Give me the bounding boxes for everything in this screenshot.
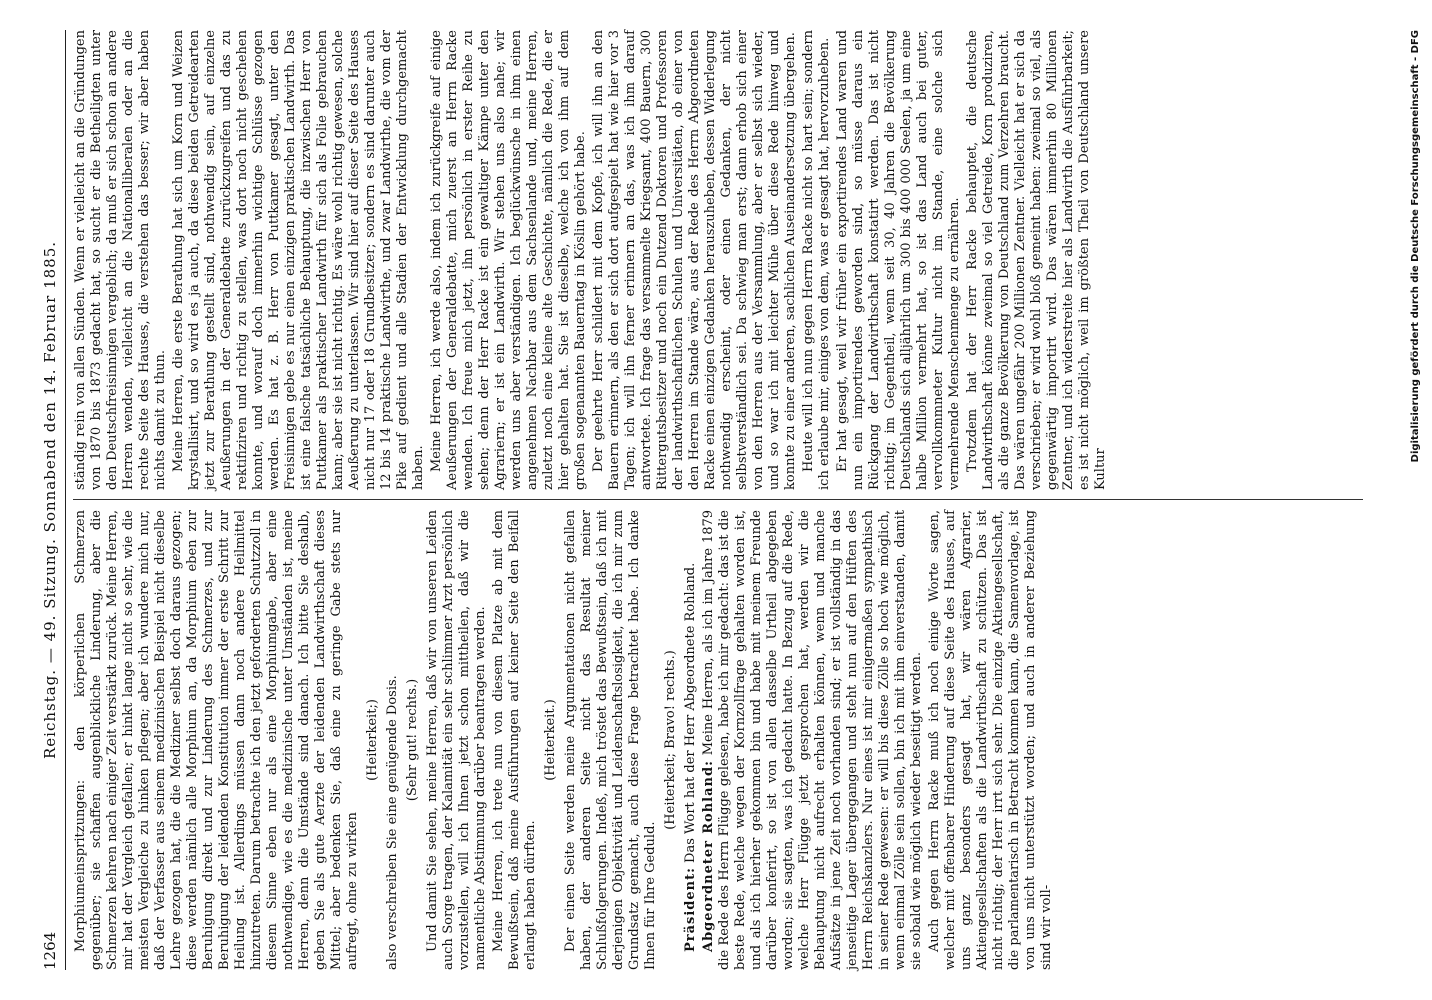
stage-direction: (Heiterkeit; Bravo! rechts.) xyxy=(663,650,678,830)
paragraph: Der einen Seite werden meine Argumentationen nicht gefallen haben, der anderen Seite nicht das Resultat meiner Schlußfolgerungen. Indeß, mich tröstet das Bewußtsein, daß ich mit derjenigen Objektivität und Leidenschaftslosigkeit, die ich mir zum Grundsatz gemacht, auch diese Frage betrachtet habe. Ich danke Ihnen für Ihre Geduld. xyxy=(563,510,658,970)
speaker-name: Präsident: xyxy=(683,867,698,952)
page-header xyxy=(41,30,67,970)
dfg-credit-text: Digitalisierung gefördert durch die Deutsche Forschungsgemeinschaft - DFG xyxy=(1410,30,1421,463)
paragraph: Trotzdem hat der Herr Racke behauptet, die deutsche Landwirthschaft könne zweimal so viel Getreide, Korn produziren, als die ganze Bevölkerung von Deutschland zum Verzehren braucht. Das wären ungefähr 200 Millionen Zentner. Vielleicht hat er sich da verschrieben; er wird wohl bloß gemeint haben: zweimal so viel, als gegenwärtig importirt wird. Das wären immerhin 80 Millionen Zentner, und ich widerstreite hier als Landwirth die Ausführbarkeit; es ist nicht möglich, weil im größten Theil von Deutschland unsere Kultur xyxy=(965,30,1108,490)
dfg-credit xyxy=(1410,10,1426,995)
paragraph: Und damit Sie sehen, meine Herren, daß wir von unseren Leiden auch Sorge tragen, der Kalamität ein sehr schlimmer Arzt persönlich vorzustellen, will ich Ihnen jetzt schon mittheilen, daß wir die namentliche Abstimmung darüber beantragen werden. xyxy=(425,510,488,970)
right-text-column xyxy=(73,30,1111,490)
left-text-column xyxy=(73,510,1057,970)
page-title: Reichstag. — 49. Sitzung. Sonnabend den 14. Februar 1885. xyxy=(41,240,59,760)
page-number: 1264 xyxy=(41,931,59,970)
paragraph: Meine Herren, die erste Berathung hat sich um Korn und Weizen krystallisirt, und so wird es ja auch, da diese beiden Getreidearten jetzt zur Berathung gestellt sind, nothwendig sein, auf einzelne Aeußerungen in der Generaldebatte zurückzugreifen und das zu rektifiziren und richtig zu stellen, was dort noch nicht geschehen konnte, und worauf doch immerhin wichtige Schlüsse gezogen werden. Es hat z. B. Herr von Puttkamer gesagt, unter den Freisinnigen gebe es nur einen einzigen praktischen Landwirth. Das ist eine falsche tatsächliche Behauptung, die inzwischen Herr von Puttkamer als praktischer Landwirth für sich als Folie gebrauchen kann; aber sie ist nicht richtig. Es wäre wohl richtig gewesen, solche Aeußerung zu unterlassen. Wir sind hier auf dieser Seite des Hauses nicht nur 17 oder 18 Grundbesitzer; sondern es sind darunter auch 12 bis 14 praktische Landwirthe, und zwar Landwirthe, die vom der Pike auf gedient und alle Stadien der Entwicklung durchgemacht haben. xyxy=(171,30,426,490)
paragraph: Der geehrte Herr schildert mit dem Kopfe, ich will ihn an den Bauern erinnern, als den er sich dort aufgespielt hat wie hier vor 3 Tagen; ich will ihn ferner erinnern an das, was ich ihm darauf antwortete. Ich frage das versammelte Kriegsamt, 400 Bauern, 300 Rittergutsbesitzer und noch ein Dutzend Doktoren und Professoren der landwirthschaftlichen Schulen und Universitäten, ob einer von den Herren im Stande wäre, aus der Rede des Herrn Abgeordneten Racke einen einzigen Gedanken herauszuheben, dessen Widerlegung nothwendig erscheint, oder einen Gedanken, der nicht selbstverständlich sei. Da schwieg man erst; dann erhob sich einer von den Herren aus der Versammlung, aber er selbst sich wieder, und so war ich mit leichter Mühe über diese Rede hinweg und konnte zu einer anderen, sachlichen Auseinandersetzung übergehen. xyxy=(591,30,798,490)
paragraph: ständig rein von allen Sünden. Wenn er vielleicht an die Gründungen von 1870 bis 1873 gedacht hat, so sucht er die Betheiligten unter den Deutschfreisinnigen vergeblich; da muß er sich schon an andere Herren wenden, vielleicht an die Nationalliberalen oder an die rechte Seite des Hauses, die verstehen das besser; wir aber haben nichts damit zu thun. xyxy=(73,30,168,490)
paragraph: Meine Herren, ich trete nun von diesem Platze ab mit dem Bewußtsein, daß meine Ausführungen auf keiner Seite den Beifall erlangt haben dürften. xyxy=(491,510,538,970)
paragraph: Er hat gesagt, weil wir früher ein exportirendes Land waren und nun ein importirendes geworden sind, so müsse daraus ein Rückgang der Landwirthschaft konstatirt werden. Das ist nicht richtig; im Gegentheil, wenn seit 30, 40 Jahren die Bevölkerung Deutschlands sich alljährlich um 300 bis 400 000 Seelen, ja um eine halbe Million vermehrt hat, so ist das Land auch bei guter, vervollkommneter Kultur nicht im Stande, eine solche sich vermehrende Menschenmenge zu ernähren. xyxy=(835,30,962,490)
speaker-name: Abgeordneter Rohland: xyxy=(701,760,716,952)
stage-direction: (Heiterkeit;) xyxy=(365,699,380,781)
paragraph xyxy=(683,510,699,970)
header-rule xyxy=(65,30,66,970)
paragraph xyxy=(701,510,925,970)
paragraph: Meine Herren, ich werde also, indem ich zurückgreife auf einige Aeußerungen der Generaldebatte, mich zuerst an Herrn Racke wenden. Ich freue mich jetzt, ihn persönlich in erster Reihe zu sehen; denn der Herr Racke ist ein gewaltiger Kämpe unter den Agrariern; er ist ein Landwirth. Wir stehen uns also nahe; wir werden uns aber verständigen. Ich beglückwünsche in ihm einen angenehmen Nachbar aus dem Sachsenlande und, meine Herren, zuletzt noch eine kleine alte Geschichte, nämlich die Rede, die er hier gehalten hat. Sie ist dieselbe, welche ich von ihm auf dem großen sogenannten Bauerntag in Köslin gehört habe. xyxy=(429,30,588,490)
paragraph: also verschreiben Sie eine genügende Dosis. xyxy=(385,675,400,970)
speech-text: Meine Herren, als ich im Jahre 1879 die Rede des Herrn Flügge gelesen, habe ich mir gedacht: das ist die beste Rede, welche wegen der Kornzollfrage gehalten worden ist, und als ich hierher gekommen bin und habe mit meinem Freunde darüber konferirt, so ist von allen dasselbe Urtheil abgegeben worden; sie sagten, was ich gedacht hatte. In Bezug auf die Rede, welche Herr Flügge jetzt gesprochen hat, werden wir die Behauptung nicht aufrecht erhalten können, wenn und manche Aufsätze in jene Zeit noch vorhanden sind; er ist vollständig in das jenseitige Lager übergegangen und steht nun auf den Hüften des Herrn Reichskanzlers. Nur eines ist mir einigermaßen sympathisch in seiner Rede gewesen: er will bis diese Zölle so hoch wie möglich, wenn einmal Zölle sein sollen, bin ich mit ihm einverstanden, damit sie sobald wie möglich wieder beseitigt werden. xyxy=(701,509,924,970)
speech-text: Das Wort hat der Herr Abgeordnete Rohland. xyxy=(683,562,698,868)
column-divider xyxy=(73,499,1363,500)
paragraph: Morphiumeinspritzungen: den körperlichen Schmerzen gegenüber; sie schaffen augenblickliche Linderung, aber die Schmerzen kehren nach einiger Zeit verstärkt zurück. Meine Herren, mir hat der Vergleich gefallen; er hinkt lange nicht so sehr, wie die meisten Vergleiche zu hinken pflegen; aber ich wundere mich nur, daß der Verfasser aus seinem medizinischen Beispiel nicht dieselbe Lehre gezogen hat, die die Mediziner selbst doch daraus gezogen; diese werden nämlich alle Morphium an, da Morphium eben zur Beruhigung direkt und zur Linderung des Schmerzes, und zur Beruhigung der leidenden Konstitution immer der erste Schritt zur Heilung ist. Allerdings müssen dann noch andere Heilmittel hinzutreten. Darum betrachte ich den jetzt geforderten Schutzzoll in diesem Sinne eben nur als eine Morphiumgabe, aber eine nothwendige, wie es die medizinische unter Umständen ist, meine Herren, denn die Umstände sind danach. Ich bitte Sie deshalb, geben Sie als gute Aerzte der leidenden Landwirthschaft dieses Mittel; aber bedenken Sie, daß eine zu geringe Gabe stets nur aufregt, ohne zu wirken xyxy=(73,510,360,970)
paragraph: Heute will ich nun gegen Herrn Racke nicht so hart sein; sondern ich erlaube mir, einiges von dem, was er gesagt hat, hervorzuheben. xyxy=(801,30,832,490)
stage-direction: (Sehr gut! rechts.) xyxy=(405,678,420,802)
stage-direction: (Heiterkeit.) xyxy=(543,699,558,781)
paragraph: Auch gegen Herrn Racke muß ich noch einige Worte sagen, welcher mit offenbarer Hinderung auf diese Seite des Hauses, auf uns ganz besonders gesagt hat, wir wären Agrarier, Aktiengesellschaften als die Landwirthschaft zu schützen. Das ist nicht richtig; der Herr irrt sich sehr. Die einzige Aktiengesellschaft, die parlamentarisch in Betracht kommen kann, die Samenvorlage, ist von uns nicht unterstützt worden; und auch in anderer Beziehung sind wir voll- xyxy=(927,510,1054,970)
rotated-newspaper-page xyxy=(21,0,1401,1000)
